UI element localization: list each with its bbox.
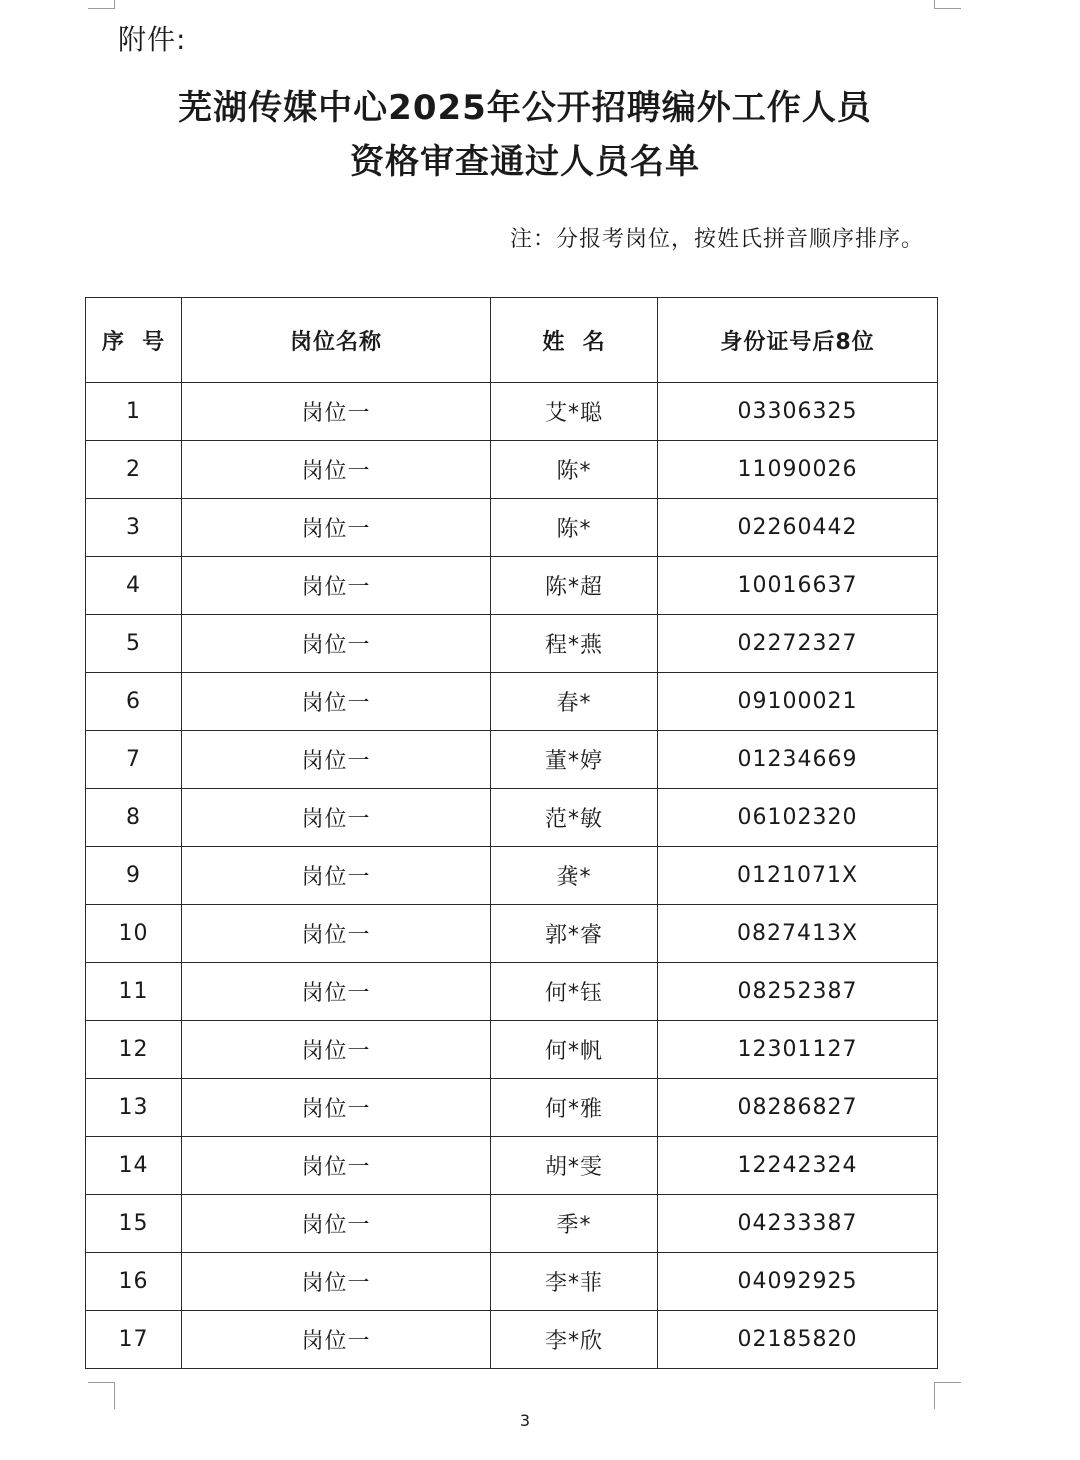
attachment-label: 附件:	[118, 23, 187, 56]
row-post-cell: 岗位一	[182, 441, 491, 499]
row-id-suffix-cell: 04092925	[658, 1253, 938, 1311]
row-seq-cell: 1	[86, 383, 182, 441]
row-name-cell: 李*菲	[491, 1253, 658, 1311]
row-name-cell: 范*敏	[491, 789, 658, 847]
row-name-cell: 董*婷	[491, 731, 658, 789]
row-id-suffix-cell: 12242324	[658, 1137, 938, 1195]
row-id-suffix-cell: 0827413X	[658, 905, 938, 963]
row-post-cell: 岗位一	[182, 789, 491, 847]
row-name-cell: 何*钰	[491, 963, 658, 1021]
row-name-cell: 郭*睿	[491, 905, 658, 963]
crop-mark-top-right	[934, 0, 961, 9]
table-row	[86, 789, 938, 847]
row-seq-cell: 10	[86, 905, 182, 963]
table-row	[86, 441, 938, 499]
row-name-cell: 陈*	[491, 441, 658, 499]
page-number: 3	[519, 1411, 531, 1430]
row-seq-cell: 7	[86, 731, 182, 789]
row-id-suffix-cell: 0121071X	[658, 847, 938, 905]
row-post-cell: 岗位一	[182, 1311, 491, 1369]
table-row	[86, 1137, 938, 1195]
table-row	[86, 963, 938, 1021]
row-name-cell: 陈*超	[491, 557, 658, 615]
crop-mark-bottom-right	[934, 1382, 961, 1409]
row-post-cell: 岗位一	[182, 1079, 491, 1137]
header-seq: 序 号	[86, 298, 182, 383]
row-name-cell: 何*帆	[491, 1021, 658, 1079]
row-post-cell: 岗位一	[182, 847, 491, 905]
row-seq-cell: 5	[86, 615, 182, 673]
row-name-cell: 春*	[491, 673, 658, 731]
row-id-suffix-cell: 06102320	[658, 789, 938, 847]
row-name-cell: 何*雅	[491, 1079, 658, 1137]
row-post-cell: 岗位一	[182, 557, 491, 615]
row-id-suffix-cell: 02260442	[658, 499, 938, 557]
row-id-suffix-cell: 01234669	[658, 731, 938, 789]
document-title-line-1: 芜湖传媒中心2025年公开招聘编外工作人员	[178, 88, 872, 128]
table-row	[86, 1253, 938, 1311]
row-name-cell: 季*	[491, 1195, 658, 1253]
row-name-cell: 陈*	[491, 499, 658, 557]
row-id-suffix-cell: 09100021	[658, 673, 938, 731]
row-seq-cell: 12	[86, 1021, 182, 1079]
row-seq-cell: 9	[86, 847, 182, 905]
table-row	[86, 673, 938, 731]
row-seq-cell: 11	[86, 963, 182, 1021]
row-seq-cell: 2	[86, 441, 182, 499]
row-name-cell: 龚*	[491, 847, 658, 905]
row-id-suffix-cell: 10016637	[658, 557, 938, 615]
header-name: 姓 名	[491, 298, 658, 383]
row-post-cell: 岗位一	[182, 673, 491, 731]
row-post-cell: 岗位一	[182, 1253, 491, 1311]
row-id-suffix-cell: 08286827	[658, 1079, 938, 1137]
table-row	[86, 615, 938, 673]
row-seq-cell: 16	[86, 1253, 182, 1311]
row-post-cell: 岗位一	[182, 615, 491, 673]
table-row	[86, 847, 938, 905]
table-row	[86, 1195, 938, 1253]
row-name-cell: 胡*雯	[491, 1137, 658, 1195]
row-id-suffix-cell: 08252387	[658, 963, 938, 1021]
header-post: 岗位名称	[182, 298, 491, 383]
table-row	[86, 1079, 938, 1137]
table-row	[86, 905, 938, 963]
row-seq-cell: 14	[86, 1137, 182, 1195]
table-row	[86, 499, 938, 557]
row-seq-cell: 6	[86, 673, 182, 731]
row-name-cell: 艾*聪	[491, 383, 658, 441]
table-body	[86, 383, 938, 1369]
row-seq-cell: 8	[86, 789, 182, 847]
row-id-suffix-cell: 12301127	[658, 1021, 938, 1079]
row-seq-cell: 3	[86, 499, 182, 557]
table-header-row	[86, 298, 938, 383]
row-post-cell: 岗位一	[182, 731, 491, 789]
row-seq-cell: 17	[86, 1311, 182, 1369]
row-seq-cell: 15	[86, 1195, 182, 1253]
row-post-cell: 岗位一	[182, 1137, 491, 1195]
row-post-cell: 岗位一	[182, 963, 491, 1021]
row-post-cell: 岗位一	[182, 383, 491, 441]
row-id-suffix-cell: 04233387	[658, 1195, 938, 1253]
table-row	[86, 731, 938, 789]
row-name-cell: 程*燕	[491, 615, 658, 673]
qualified-candidates-table	[85, 297, 938, 1369]
table-row	[86, 1311, 938, 1369]
row-id-suffix-cell: 02272327	[658, 615, 938, 673]
row-post-cell: 岗位一	[182, 905, 491, 963]
row-seq-cell: 13	[86, 1079, 182, 1137]
row-id-suffix-cell: 11090026	[658, 441, 938, 499]
table-row	[86, 383, 938, 441]
crop-mark-bottom-left	[88, 1382, 115, 1409]
row-id-suffix-cell: 03306325	[658, 383, 938, 441]
table-row	[86, 1021, 938, 1079]
document-title-line-2: 资格审查通过人员名单	[350, 142, 700, 182]
crop-mark-top-left	[88, 0, 115, 9]
row-post-cell: 岗位一	[182, 1195, 491, 1253]
row-post-cell: 岗位一	[182, 499, 491, 557]
row-seq-cell: 4	[86, 557, 182, 615]
row-name-cell: 李*欣	[491, 1311, 658, 1369]
row-id-suffix-cell: 02185820	[658, 1311, 938, 1369]
row-post-cell: 岗位一	[182, 1021, 491, 1079]
table-row	[86, 557, 938, 615]
sorting-note: 注：分报考岗位，按姓氏拼音顺序排序。	[509, 227, 924, 252]
header-id-suffix: 身份证号后8位	[658, 298, 938, 383]
